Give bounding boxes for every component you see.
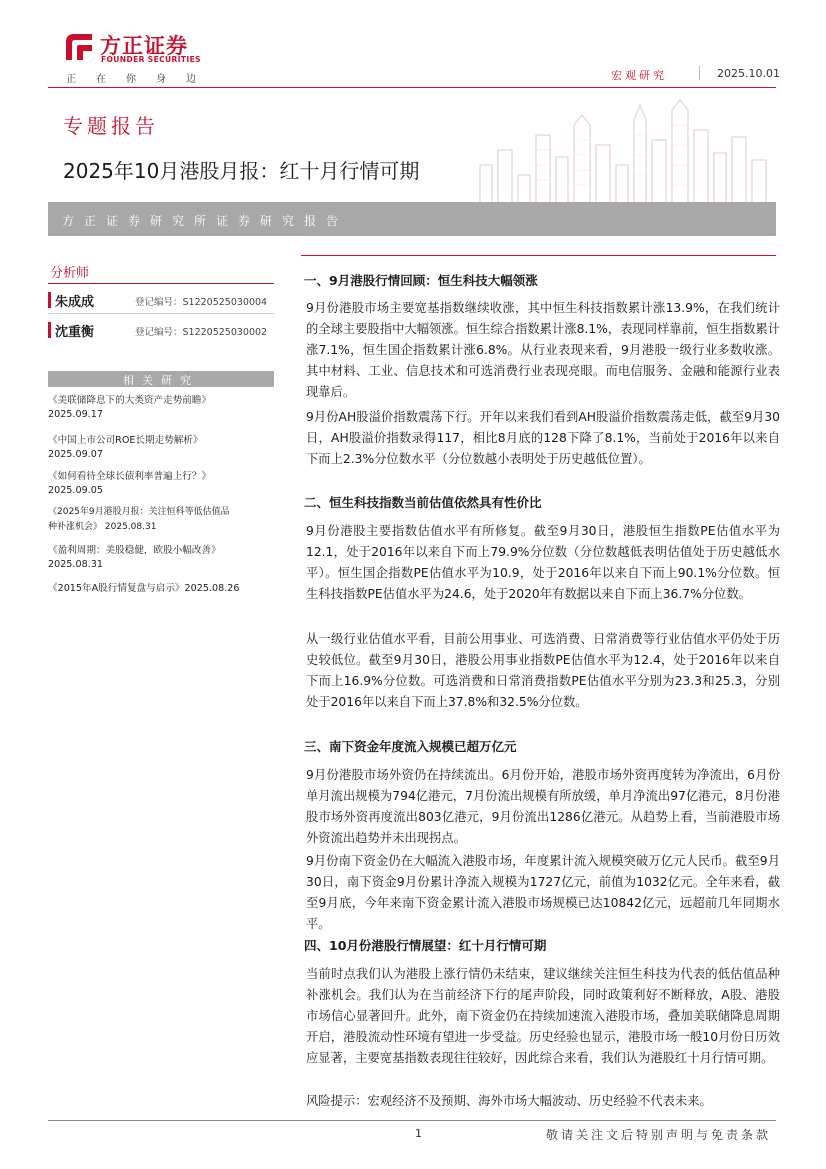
related-item-date: 2025.08.31 [48,559,103,570]
related-item-date: 2025.09.17 [48,409,103,420]
related-item-title-cont[interactable] [48,519,156,532]
page-title: 2025年10月港股月报：红十月行情可期 [63,159,420,183]
related-item-title[interactable]: 《2025年9月港股月报：关注恒科等低估值品 [48,507,230,517]
related-item-title-text: 《2015年A股行情复盘与启示》 [48,583,185,594]
brand-name-en: FOUNDER SECURITIES [101,55,201,64]
paragraph: 9月份南下资金仍在大幅流入港股市场，年度累计流入规模突破万亿元人民币。截至9月30日，南下资金9月份累计净流入规模为1727亿元，前值为1032亿元。全年来看，截至9月底，今年来南下资金累计流入港股市场规模已达10842亿元，远超前几年同期水平。 [306,854,780,931]
report-type: 专题报告 [63,114,159,138]
paragraph: 9月份AH股溢价指数震荡下行。开年以来我们看到AH股溢价指数震荡走低，截至9月30日，AH股溢价指数录得117，相比8月底的128下降了8.1%，当前处于2016年以来自下而上2.3%分位数水平（分位数越小表明处于历史越低位置）。 [306,410,780,466]
report-category: 宏观研究 [611,69,667,82]
brand-slogan: 正在你身边 [66,74,216,85]
footer-rule [48,1120,776,1121]
analyst-marker [48,292,51,308]
paragraph: 从一级行业估值水平看，目前公用事业、可选消费、日常消费等行业估值水平仍处于历史较低位。截至9月30日，港股公用事业指数PE估值水平为12.4，处于2016年以来自下而上16.9%分位数。可选消费和日常消费指数PE估值水平分别为23.3和25.3，分别处于2016年以来自下而上37.8%和32.5%分位数。 [306,632,780,709]
analyst-marker [48,322,51,338]
analyst-reg-number: 登记编号：S1220525030002 [135,327,268,338]
paragraph: 9月份港股市场外资仍在持续流出。6月份开始，港股市场外资再度转为净流出，6月份单月流出规模为794亿港元，7月份流出规模有所放缓，单月净流出97亿港元，8月份港股市场外资再度流出803亿港元，9月份流出1286亿港元。从趋势上看，当前港股市场外资流出趋势并未出现拐点。 [306,768,780,845]
related-item-title[interactable]: 《中国上市公司ROE长期走势解析》 [48,435,203,446]
section-heading: 二、恒生科技指数当前估值依然具有性价比 [304,495,542,510]
related-item-title[interactable]: 《如何看待全球长债利率普遍上行？》 [48,471,212,482]
paragraph: 9月份港股市场主要宽基指数继续收涨，其中恒生科技指数累计涨13.9%，在我们统计的全球主要股指中大幅领涨。恒生综合指数累计涨8.1%，表现同样靠前，恒生指数累计涨7.1%，恒生国企指数累计涨6.8%。从行业表现来看，9月港股一级行业多数收涨。其中材料、工业、信息技术和可选消费行业表现亮眼。而电信服务、金融和能源行业表现靠后。 [306,301,780,399]
related-item-title-cont-text: 种补涨机会》 [48,522,103,532]
section-heading: 四、10月份港股行情展望：红十月行情可期 [304,938,547,953]
report-date: 2025.10.01 [717,67,780,80]
content-top-rule [301,255,776,256]
related-item-date: 2025.08.31 [104,522,157,532]
related-item-date: 2025.09.05 [48,485,103,496]
section-heading: 一、9月港股行情回顾：恒生科技大幅领涨 [304,273,538,288]
related-item-title[interactable]: 《盈利周期：美股稳健，欧股小幅改善》 [48,545,221,556]
analyst-row [48,320,274,344]
related-item-title[interactable]: 《美联储降息下的大类资产走势前瞻》 [48,395,212,406]
institute-band-text: 方正证券研究所证券研究报告 [62,214,349,228]
risk-disclosure: 风险提示：宏观经济不及预期、海外市场大幅波动、历史经验不代表未来。 [306,1094,712,1108]
analyst-name: 沈重衡 [55,325,95,340]
footer-disclaimer[interactable]: 敬请关注文后特别声明与免责条款 [546,1128,772,1142]
analyst-row [48,290,274,314]
founder-logo-icon [62,30,96,64]
analyst-name: 朱成成 [55,295,95,310]
section-heading: 三、南下资金年度流入规模已超万亿元 [304,739,517,754]
paragraph: 当前时点我们认为港股上涨行情仍未结束，建议继续关注恒生科技为代表的低估值品种补涨机会。我们认为在当前经济下行的尾声阶段，同时政策利好不断释放，A股、港股市场信心显著回升。此外，南下资金仍在持续加速流入港股市场，叠加美联储降息周期开启，港股流动性环境有望进一步受益。历史经验也显示，港股市场一般10月份日历效应显著，主要宽基指数表现往往较好，因此综合来看，我们认为港股红十月行情可期。 [306,967,780,1065]
related-item-title-with-date[interactable] [48,580,239,594]
analyst-label: 分析师 [50,266,90,281]
page-number: 1 [415,1127,422,1140]
analyst-divider [48,313,274,314]
analyst-reg-number: 登记编号：S1220525030004 [135,297,268,308]
related-item-date: 2025.09.07 [48,449,103,460]
header-separator [699,66,700,80]
brand-name-cn: 方正证券 [100,34,188,58]
city-skyline-illustration [470,95,776,205]
paragraph: 9月份港股主要指数估值水平有所修复。截至9月30日，港股恒生指数PE估值水平为12.1，处于2016年以来自下而上79.9%分位数（分位数越低表明估值处于历史越低水平）。恒生国企指数PE估值水平为10.9，处于2016年以来自下而上90.1%分位数。恒生科技指数PE估值水平为24.6，处于2020年有数据以来自下而上36.7%分位数。 [306,524,780,601]
related-item-date: 2025.08.26 [184,583,240,594]
analyst-rule [48,283,274,284]
header-rule [48,87,776,88]
related-research-label: 相关研究 [123,374,199,387]
